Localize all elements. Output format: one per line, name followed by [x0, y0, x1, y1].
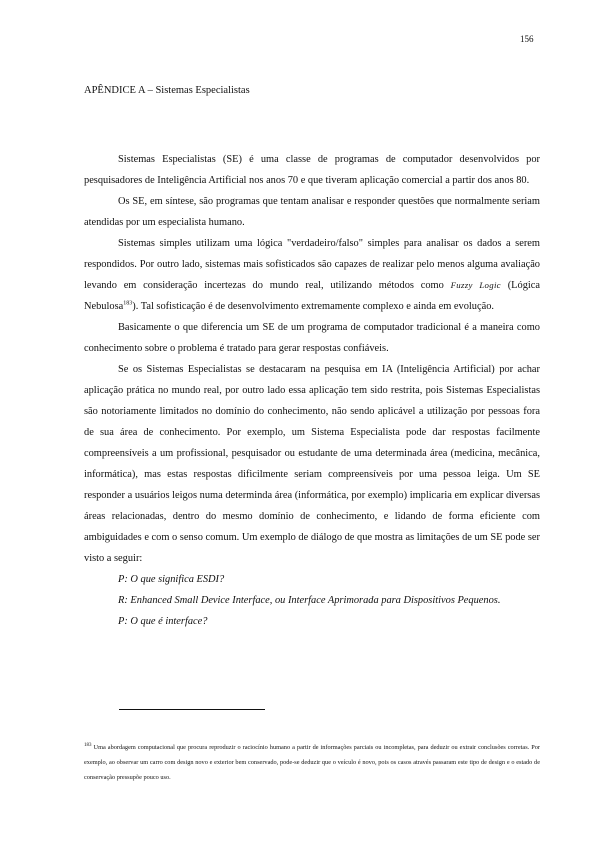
paragraph-4: Basicamente o que diferencia um SE de um programa de computador tradicional é a maneira como conhecimento sobre o problema é tratado para gerar respostas confiáveis.: [84, 322, 540, 354]
page-number: 156: [520, 34, 534, 44]
paragraph-3-part-1: Sistemas simples utilizam uma lógica "verdadeiro/falso" simples para analisar os dados a serem respondidos. Por outro lado, sistemas mais sofisticados são capazes de realizar pelo menos alguma avaliação levando em consideração incertezas do mundo real, utilizando métodos como: [84, 238, 540, 291]
dialog-line-1: P: O que significa ESDI?: [118, 574, 225, 585]
body-text: [84, 149, 540, 632]
paragraph-1: Sistemas Especialistas (SE) é uma classe de programas de computador desenvolvidos por pesquisadores de Inteligência Artificial nos anos 70 e que tiveram aplicação comercial a partir dos anos 80.: [84, 154, 540, 186]
footnote-text: Uma abordagem computacional que procura reproduzir o raciocínio humano a partir de informações parciais ou incompletas, para deduzir ou extrair conclusões corretas. Por exemplo, ao observar um carro com design novo e exterior bem conservado, pode-se deduzir que o veículo é novo, pois os casos através passaram este tipo de design e o estado de conservação pressupõe pouco uso.: [84, 744, 541, 781]
footnote-reference: 183: [123, 300, 133, 307]
dialog-line-3: P: O que é interface?: [118, 616, 208, 627]
footnote: [84, 740, 540, 785]
footnote-number: 183: [84, 742, 92, 748]
fuzzy-logic-term: Fuzzy Logic: [450, 280, 501, 290]
paragraph-3: [84, 233, 540, 317]
footnote-separator: [119, 709, 265, 710]
appendix-heading: APÊNDICE A – Sistemas Especialistas: [84, 85, 250, 96]
paragraph-3-part-3: ). Tal sofisticação é de desenvolvimento extremamente complexo e ainda em evolução.: [132, 301, 494, 312]
paragraph-2: Os SE, em síntese, são programas que tentam analisar e responder questões que normalmente seriam atendidas por um especialista humano.: [84, 196, 540, 228]
paragraph-5: Se os Sistemas Especialistas se destacaram na pesquisa em IA (Inteligência Artificial) por achar aplicação prática no mundo real, por outro lado essa aplicação tem sido restrita, pois Sistemas Especialistas são notoriamente limitados no domínio do conhecimento, não sendo aplicável a utilização por pessoas fora de sua área de conhecimento. Por exemplo, um Sistema Especialista pode dar respostas facilmente compreensíveis a um profissional, pesquisador ou estudante de uma determinada área (medicina, mecânica, informática), mas estas respostas dificilmente seriam compreensíveis por uma pessoa leiga. Um SE responder a usuários leigos numa determinda área (informática, por exemplo) implicaria em explicar diversas áreas relacionadas, dentro do mesmo domínio de conhecimento, e lidando de forma eficiente com ambiguidades e com o senso comum. Um exemplo de diálogo de que mostra as limitações de um SE pode ser visto a seguir:: [84, 364, 540, 564]
paragraph-3-part-2: (Lógica Nebulosa: [84, 280, 540, 312]
dialog-line-2: R: Enhanced Small Device Interface, ou Interface Aprimorada para Dispositivos Pequenos.: [118, 595, 501, 606]
